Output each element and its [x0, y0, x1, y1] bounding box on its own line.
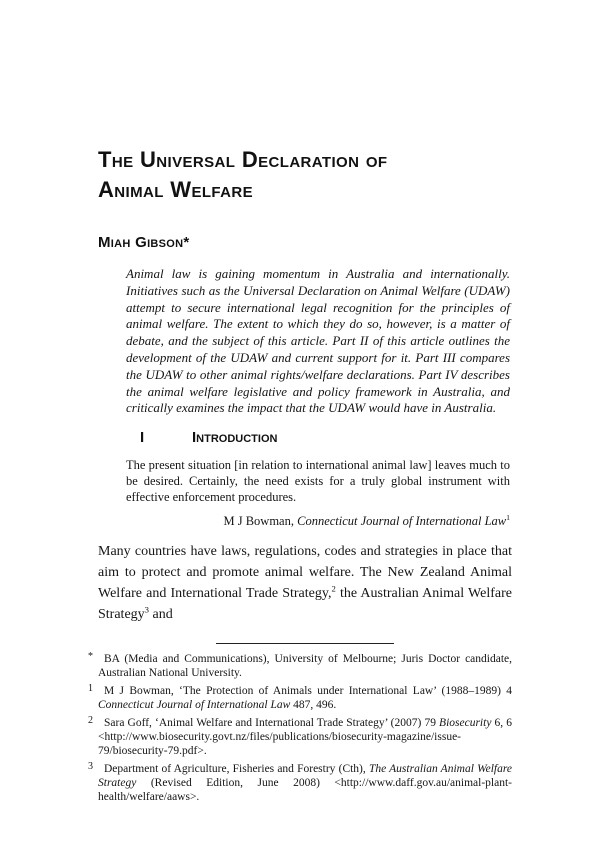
- footnote-2-text: [98, 716, 512, 758]
- footnote-2-marker: 2: [88, 715, 93, 727]
- article-title-line2: Animal Welfare: [98, 177, 254, 202]
- footnote-3-italic: The Australian Animal Welfare Strategy: [98, 763, 512, 790]
- footnote-3-marker: 3: [88, 761, 93, 773]
- section-heading-introduction: [98, 429, 512, 447]
- footnote-2-url: 6, 6 <http://www.biosecurity.govt.nz/files/publications/biosecurity-magazine/issue-79/biosecurity-79.pdf>.: [98, 717, 512, 758]
- footnote-star: [88, 651, 512, 680]
- section-number: I: [140, 429, 145, 447]
- footnote-1-post: 487, 496.: [290, 699, 337, 712]
- attribution-footnote-ref: 1: [506, 513, 510, 523]
- footnote-2-body: Sara Goff, ‘Animal Welfare and International Trade Strategy’ (2007) 79: [104, 717, 440, 730]
- abstract-paragraph: Animal law is gaining momentum in Australia and internationally. Initiatives such as the Universal Declaration on Animal Welfare (UDAW) attempt to secure international legal recognition for the principles of animal welfare. The extent to which they do so, however, is a matter of debate, and the subject of this article. Part II of this article outlines the development of the UDAW and current support for it. Part III compares the UDAW to other animal rights/welfare declarations. Part IV describes the animal welfare legislative and policy framework in Australia, and critically examines the impact that the UDAW would have in Australia.: [126, 266, 510, 416]
- footnote-ref-3: 3: [144, 604, 149, 615]
- footnote-star-marker: *: [88, 651, 93, 663]
- footnote-ref-2: 2: [331, 583, 336, 594]
- footnote-3: [88, 761, 512, 804]
- article-title: [98, 145, 512, 205]
- footnote-1-text: [98, 684, 512, 712]
- body-paragraph: [98, 541, 512, 625]
- footnote-1-italic: Connecticut Journal of International Law: [98, 699, 291, 712]
- footnote-separator-rule: [216, 643, 394, 644]
- body-text-2: the Australian Animal Welfare Strategy: [98, 586, 512, 623]
- body-text-3: and: [149, 607, 173, 623]
- footnote-2-italic: Biosecurity: [439, 717, 492, 730]
- section-title: Introduction: [192, 429, 278, 447]
- footnote-3-url: (Revised Edition, June 2008) <http://www.daff.gov.au/animal-plant-health/welfare/aaws>.: [98, 777, 512, 804]
- footnote-star-text: [98, 652, 512, 680]
- footnote-1: [88, 683, 512, 712]
- attribution-author: M J Bowman,: [223, 514, 298, 529]
- block-quote: The present situation [in relation to international animal law] leaves much to be desired. Certainly, the need exists for a truly global instrument with effective enforcement procedures.: [126, 458, 510, 505]
- article-title-line1: The Universal Declaration of: [98, 147, 388, 172]
- footnote-3-text: [98, 762, 512, 804]
- quote-attribution: [126, 513, 510, 529]
- footnote-2: [88, 715, 512, 758]
- footnotes-section: [88, 651, 512, 804]
- author-name: Miah Gibson*: [98, 234, 190, 251]
- attribution-journal: Connecticut Journal of International Law: [297, 514, 507, 529]
- footnote-1-marker: 1: [88, 683, 93, 695]
- body-text-1: Many countries have laws, regulations, codes and strategies in place that aim to protect and promote animal welfare. The New Zealand Animal Welfare and International Trade Strategy,: [98, 544, 512, 602]
- footnote-star-body: BA (Media and Communications), University of Melbourne; Juris Doctor candidate, Australian National University.: [98, 653, 512, 680]
- footnote-3-body: Department of Agriculture, Fisheries and Forestry (Cth),: [104, 763, 369, 776]
- footnote-1-body: M J Bowman, ‘The Protection of Animals under International Law’ (1988–1989) 4: [104, 685, 512, 698]
